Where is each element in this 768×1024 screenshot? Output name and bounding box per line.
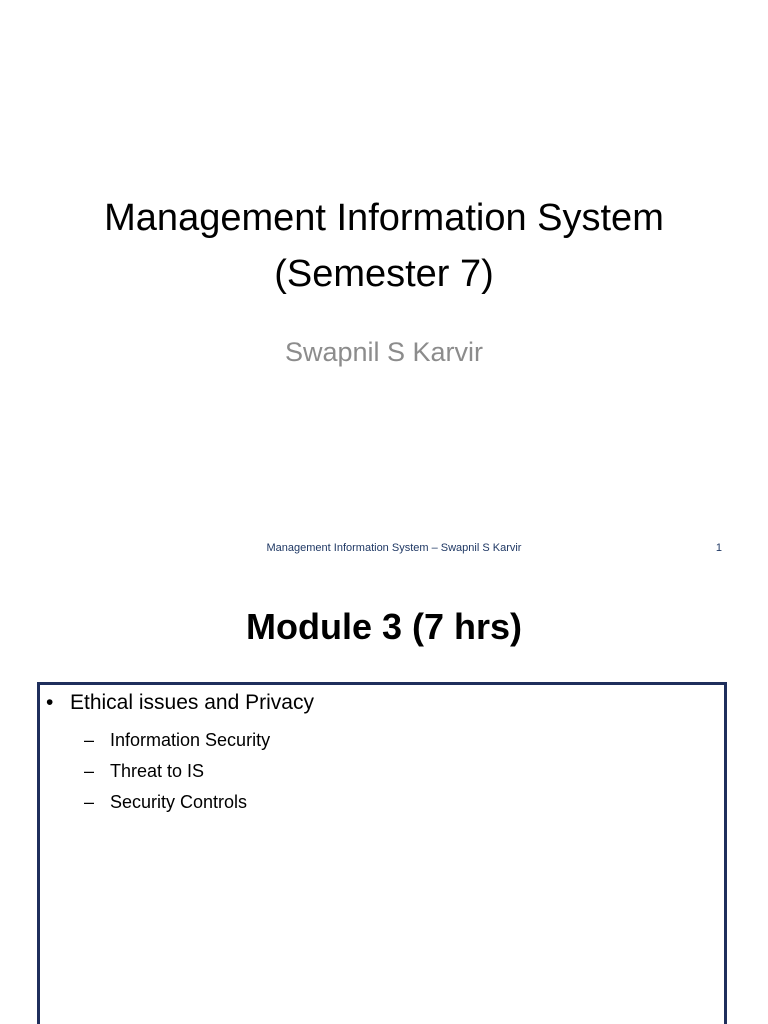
- sub-item: [84, 787, 270, 818]
- slide-number: 1: [715, 542, 722, 554]
- slide-subtitle: Swapnil S Karvir: [284, 337, 484, 367]
- slide-title: [0, 190, 768, 302]
- bullet-item: [46, 689, 314, 717]
- content-box: [37, 682, 727, 1024]
- sub-item-text: Threat to IS: [110, 761, 205, 781]
- sub-list: [84, 725, 270, 818]
- sub-item-text: Information Security: [110, 730, 271, 750]
- title-line-2: (Semester 7): [274, 253, 494, 295]
- title-line-1: Management Information System: [104, 197, 664, 239]
- sub-item-text: Security Controls: [110, 792, 248, 812]
- slide-footer: Management Information System – Swapnil S Karvir: [266, 542, 522, 554]
- sub-item: [84, 756, 270, 787]
- sub-item: [84, 725, 270, 756]
- bullet-marker: •: [46, 691, 54, 714]
- slide-2-title: Module 3 (7 hrs): [245, 606, 523, 647]
- sub-marker: –: [84, 730, 95, 750]
- bullet-text: Ethical issues and Privacy: [70, 691, 314, 714]
- sub-marker: –: [84, 761, 95, 781]
- sub-marker: –: [84, 792, 95, 812]
